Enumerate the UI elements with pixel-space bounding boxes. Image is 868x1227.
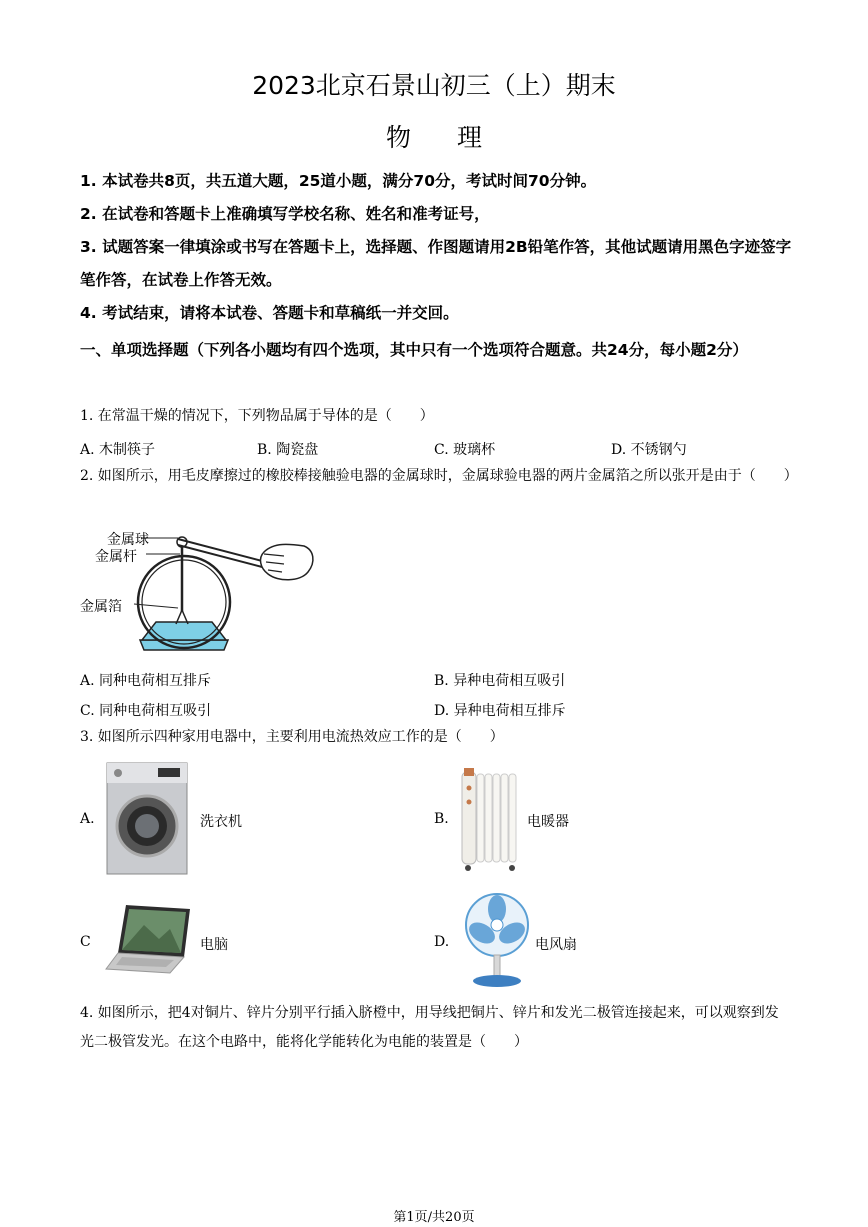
electric-fan-image [462, 893, 532, 989]
page-footer: 第1页/共20页 [393, 1210, 475, 1225]
washing-machine-image [106, 762, 188, 875]
q1-option-b: B. 陶瓷盘 [257, 442, 319, 458]
q3-option-d-name: 电风扇 [535, 937, 577, 953]
laptop-image [104, 903, 192, 975]
q1-option-c: C. 玻璃杯 [434, 442, 496, 458]
electric-heater-image [460, 766, 520, 876]
section-heading: 一、单项选择题（下列各小题均有四个选项，其中只有一个选项符合题意。共24分，每小题2分） [80, 341, 748, 359]
instruction-3: 3. 试题答案一律填涂或书写在答题卡上，选择题、作图题请用2B铅笔作答，其他试题请用黑色字迹签字笔作答，在试卷上作答无效。 [80, 238, 792, 289]
subject-title: 物理 [385, 123, 528, 152]
label-metal-rod: 金属杆 [95, 549, 137, 565]
q1-option-a: A. 木制筷子 [80, 442, 156, 458]
q2-option-d: D. 异种电荷相互排斥 [434, 703, 566, 719]
q3-option-a-name: 洗衣机 [200, 814, 242, 830]
q3-option-b-name: 电暖器 [527, 814, 569, 830]
q2-option-b: B. 异种电荷相互吸引 [434, 673, 566, 689]
label-metal-ball: 金属球 [107, 532, 149, 548]
question-3-text: 3. 如图所示四种家用电器中，主要利用电流热效应工作的是（ ） [80, 729, 504, 745]
instruction-1: 1. 本试卷共8页，共五道大题，25道小题，满分70分，考试时间70分钟。 [80, 172, 597, 190]
q3-option-d-letter: D. [434, 934, 450, 950]
q1-option-d: D. 不锈钢勺 [611, 442, 687, 458]
page-title: 2023北京石景山初三（上）期末 [252, 71, 616, 100]
question-2-text: 2. 如图所示，用毛皮摩擦过的橡胶棒接触验电器的金属球时，金属球验电器的两片金属箔之所以张开是由于（ ） [80, 468, 798, 484]
instruction-4: 4. 考试结束，请将本试卷、答题卡和草稿纸一并交回。 [80, 304, 459, 322]
label-metal-foil: 金属箔 [80, 599, 122, 615]
q3-option-c-letter: C [80, 934, 91, 950]
instruction-2: 2. 在试卷和答题卡上准确填写学校名称、姓名和准考证号， [80, 205, 490, 223]
rubber-rod [178, 539, 266, 562]
q2-option-a: A. 同种电荷相互排斥 [80, 673, 212, 689]
question-4-text: 4. 如图所示，把4对铜片、锌片分别平行插入脐橙中，用导线把铜片、锌片和发光二极管连接起来，可以观察到发光二极管发光。在这个电路中，能将化学能转化为电能的装置是（ ） [80, 1005, 779, 1050]
q2-option-c: C. 同种电荷相互吸引 [80, 703, 212, 719]
question-1-text: 1. 在常温干燥的情况下，下列物品属于导体的是（ ） [80, 408, 434, 424]
q3-option-a-letter: A. [80, 811, 95, 827]
q3-option-c-name: 电脑 [200, 937, 228, 953]
q3-option-b-letter: B. [434, 811, 449, 827]
